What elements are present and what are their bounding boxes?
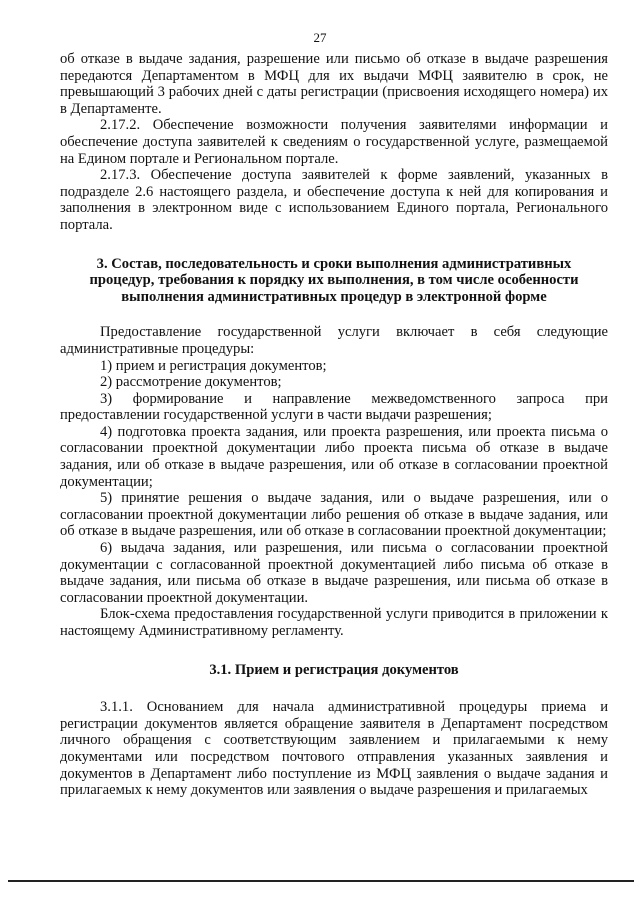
section-heading: 3. Состав, последовательность и сроки выполнения административных процедур, требования к порядку их выполнения, в том числе особенности выполнения административных процедур в электронной форме bbox=[89, 255, 579, 305]
paragraph-2-17-2: 2.17.2. Обеспечение возможности получения заявителями информации и обеспечение доступа заявителей к сведениям о государственной услуге, размещаемой на Едином портале и Региональном портале. bbox=[60, 117, 608, 167]
bottom-rule bbox=[8, 880, 634, 882]
procedure-item: 4) подготовка проекта задания, или проекта разрешения, или проекта письма о согласовании проектной документации либо проекта письма об отказе в выдаче задания, или об отказе в выдаче разрешения, или об отказе в согласовании проектной документации; bbox=[60, 423, 608, 490]
document-body bbox=[60, 51, 608, 799]
paragraph-3-1-1: 3.1.1. Основанием для начала административной процедуры приема и регистрации документов является обращение заявителя в Департамент посредством личного обращения с соответствующим заявлением и прилагаемыми к нему документами или посредством почтового отправления указанных заявления и документов в Департамент либо поступление из МФЦ заявления о выдаче задания и прилагаемых к нему документов или заявления о выдаче разрешения и прилагаемых bbox=[60, 699, 608, 799]
procedure-item: 3) формирование и направление межведомственного запроса при предоставлении государственной услуги в части выдачи разрешения; bbox=[60, 390, 608, 424]
page-number: 27 bbox=[313, 30, 327, 45]
paragraph-continuation: об отказе в выдаче задания, разрешение или письмо об отказе в выдаче разрешения передаются Департаментом в МФЦ для их выдачи МФЦ заявителю в срок, не превышающий 3 рабочих дней с даты регистрации (присвоения исходящего номера) их в Департаменте. bbox=[60, 51, 608, 117]
paragraph-2-17-3: 2.17.3. Обеспечение доступа заявителей к форме заявлений, указанных в подразделе 2.6 настоящего раздела, и обеспечение доступа к ней для копирования и заполнения в электронном виде с использованием Единого портала, Регионального портала. bbox=[60, 167, 608, 233]
flowchart-note: Блок-схема предоставления государственной услуги приводится в приложении к настоящему Административному регламенту. bbox=[60, 606, 608, 639]
procedure-item: 6) выдача задания, или разрешения, или письма о согласовании проектной документации с согласованной проектной документацией либо письма об отказе в выдаче задания, или письма об отказе в выдаче разрешения, или письма об отказе в согласовании проектной документации. bbox=[60, 540, 608, 606]
procedure-item: 2) рассмотрение документов; bbox=[100, 374, 282, 391]
procedure-item: 5) принятие решения о выдаче задания, или о выдаче разрешения, или о согласовании проектной документации либо решения об отказе в выдаче задания, или об отказе в выдаче разрешения, или об отказе в согласовании проектной документации; bbox=[60, 490, 608, 540]
subsection-heading: 3.1. Прием и регистрация документов bbox=[209, 661, 459, 678]
procedures-intro: Предоставление государственной услуги включает в себя следующие административные процедуры: bbox=[60, 324, 608, 357]
procedure-item: 1) прием и регистрация документов; bbox=[100, 357, 327, 374]
